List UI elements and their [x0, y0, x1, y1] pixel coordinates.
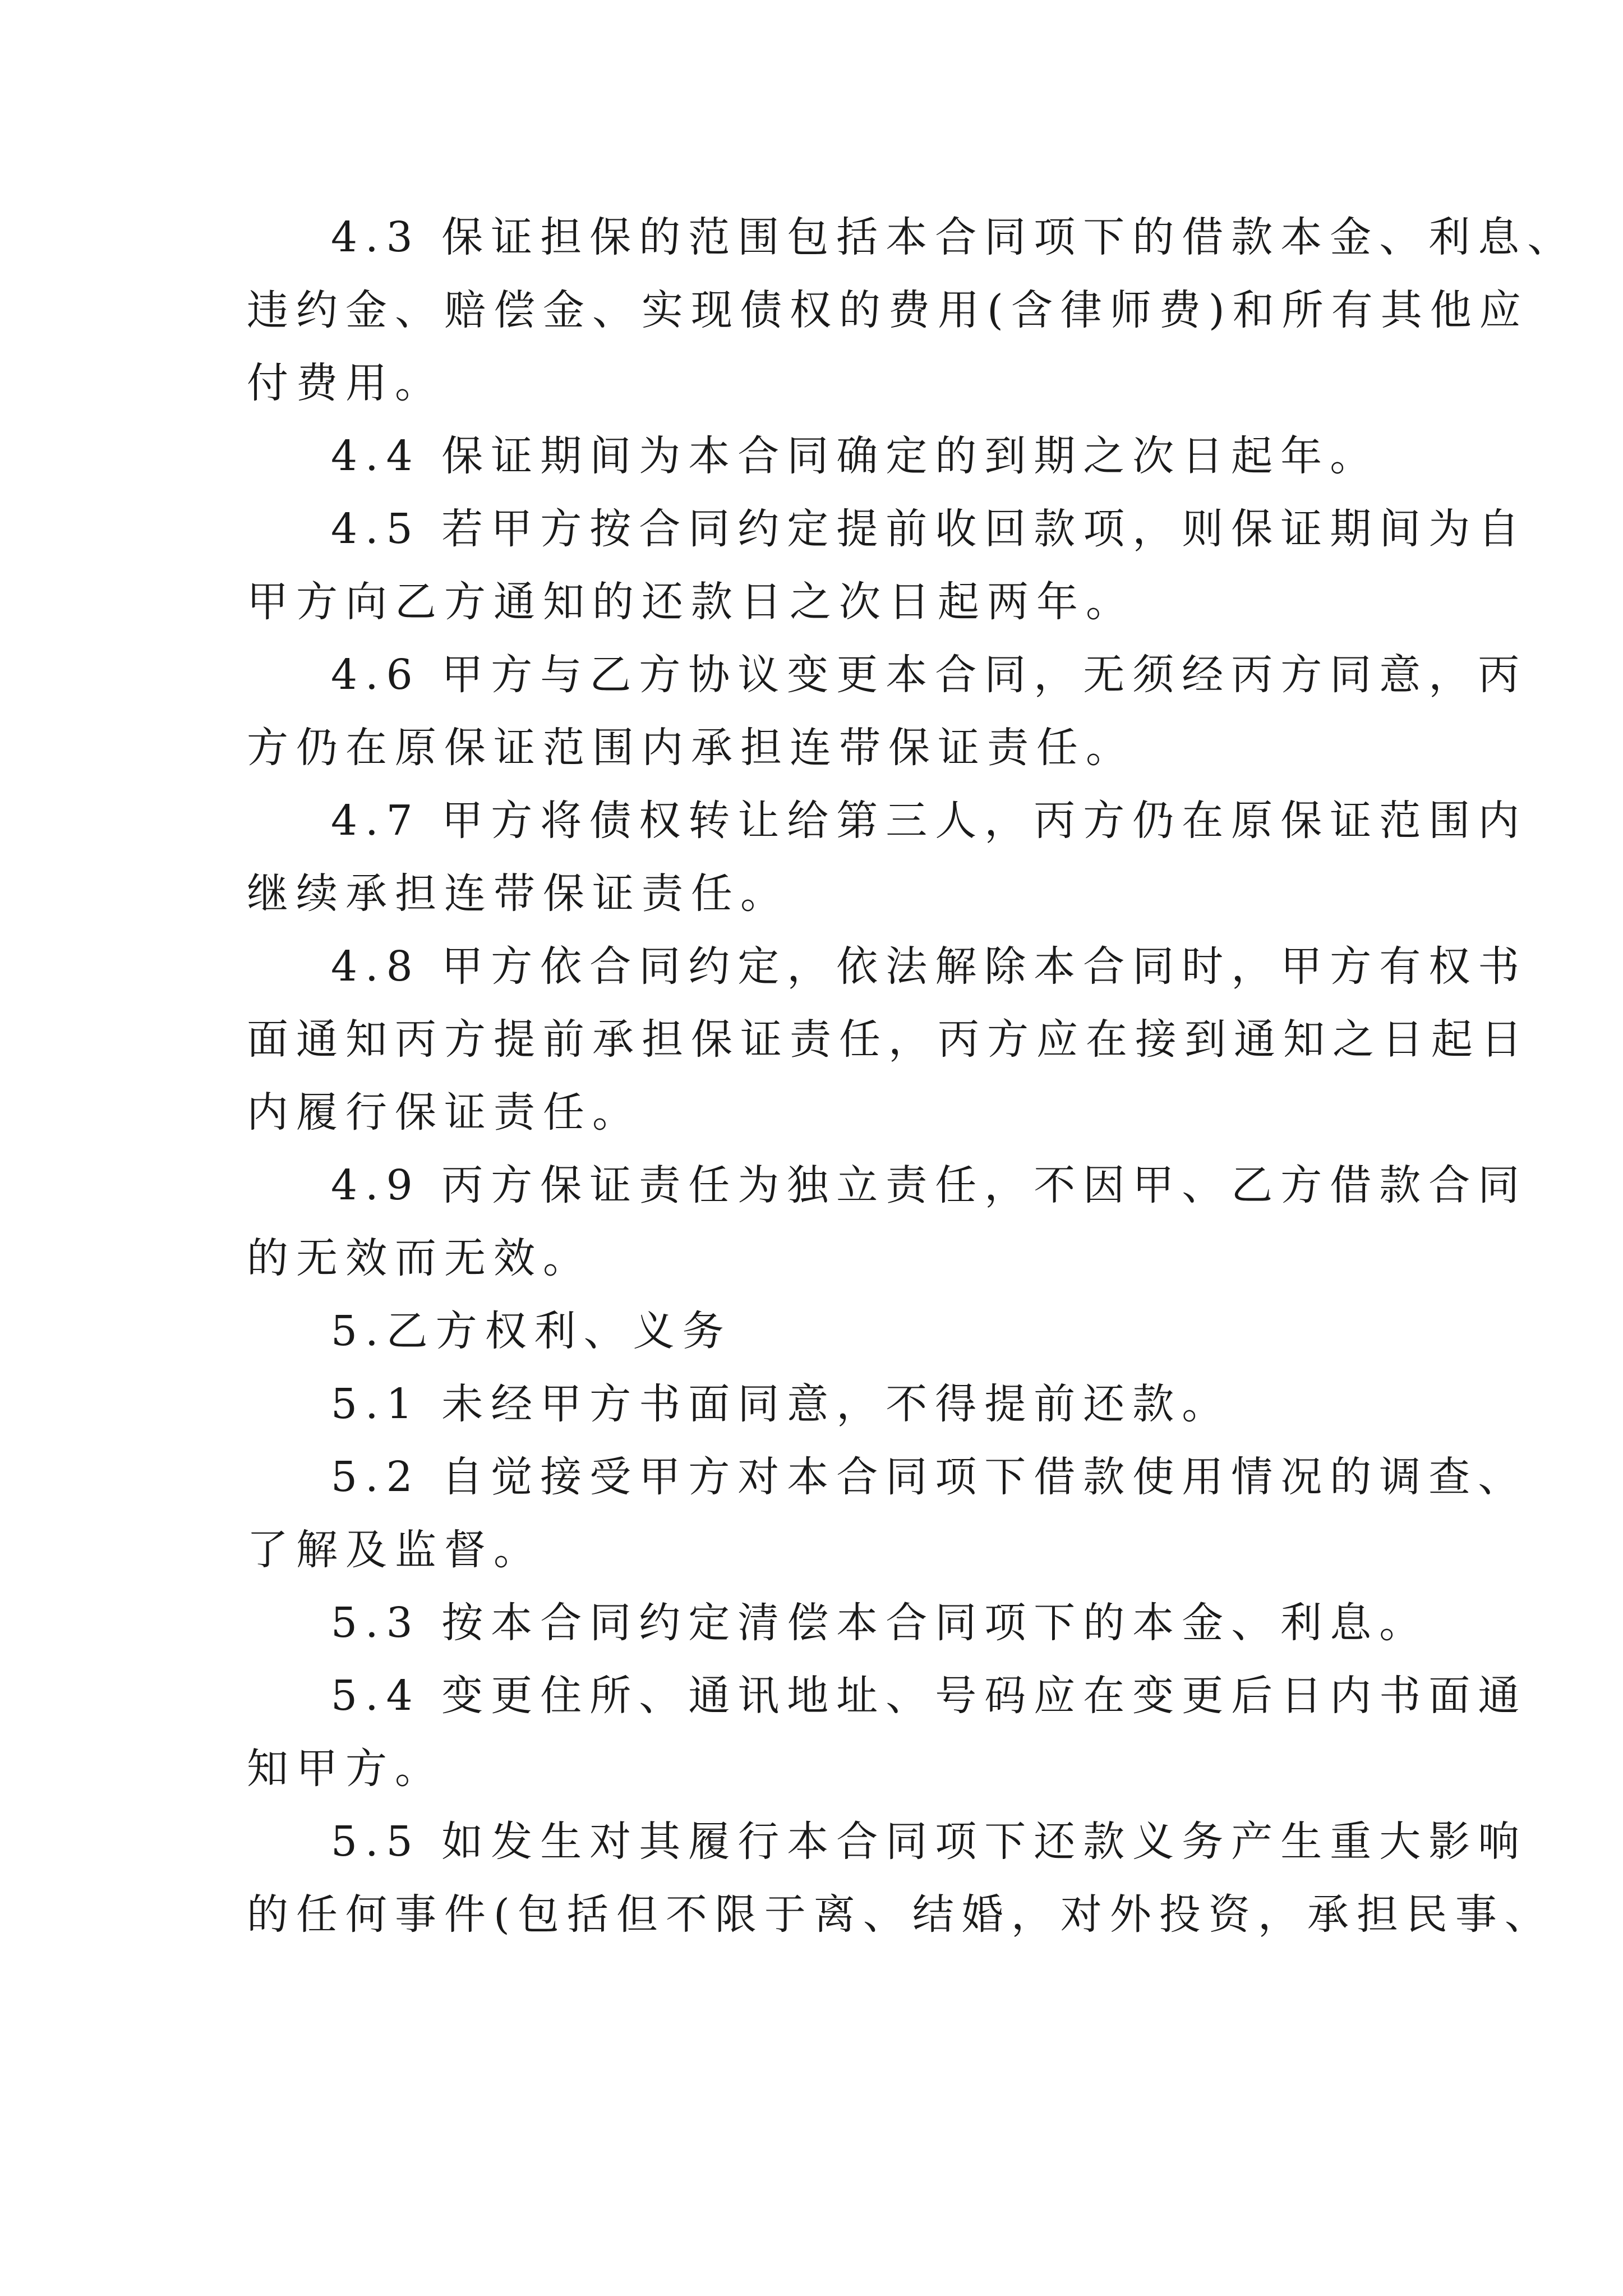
clause-line: 的任何事件(包括但不限于离、结婚，对外投资，承担民事、	[247, 1890, 1554, 1939]
clause-paragraph	[247, 1586, 1429, 1659]
clause-line: 内履行保证责任。	[247, 1088, 642, 1137]
clause-paragraph	[247, 930, 1530, 1149]
clause-paragraph	[247, 201, 1577, 420]
clause-paragraph	[247, 784, 1528, 930]
clause-line: 4.9 丙方保证责任为独立责任，不因甲、乙方借款合同	[331, 1161, 1528, 1209]
clause-paragraph	[247, 493, 1528, 638]
clause-line: 付费用。	[247, 359, 444, 407]
clause-line: 4.8 甲方依合同约定，依法解除本合同时，甲方有权书	[331, 942, 1528, 991]
document-body	[247, 201, 1577, 1951]
clause-paragraph	[247, 1295, 1385, 1368]
clause-line: 知甲方。	[247, 1745, 444, 1793]
clause-line: 5.1 未经甲方书面同意，不得提前还款。	[331, 1380, 1232, 1428]
clause-line: 甲方向乙方通知的还款日之次日起两年。	[247, 578, 1135, 626]
clause-line: 违约金、赔偿金、实现债权的费用(含律师费)和所有其他应	[247, 286, 1529, 334]
clause-line: 的无效而无效。	[247, 1234, 592, 1282]
clause-line: 4.5 若甲方按合同约定提前收回款项，则保证期间为自	[331, 505, 1528, 553]
clause-line: 4.3 保证担保的范围包括本合同项下的借款本金、利息、	[331, 213, 1577, 261]
clause-line: 方仍在原保证范围内承担连带保证责任。	[247, 724, 1135, 772]
clause-paragraph	[247, 420, 1385, 493]
clause-line: 5.4 变更住所、通讯地址、号码应在变更后日内书面通	[331, 1672, 1528, 1720]
clause-line: 5.2 自觉接受甲方对本合同项下借款使用情况的调查、	[331, 1453, 1528, 1501]
clause-paragraph	[247, 1659, 1528, 1805]
clause-line: 面通知丙方提前承担保证责任，丙方应在接到通知之日起日	[247, 1015, 1530, 1064]
clause-paragraph	[247, 1441, 1528, 1586]
clause-line: 继续承担连带保证责任。	[247, 869, 790, 918]
clause-paragraph	[247, 1805, 1554, 1951]
clause-line: 5.5 如发生对其履行本合同项下还款义务产生重大影响	[331, 1818, 1528, 1866]
clause-paragraph	[247, 1368, 1385, 1441]
clause-line: 了解及监督。	[247, 1526, 543, 1574]
clause-paragraph	[247, 1149, 1528, 1295]
clause-line: 5.3 按本合同约定清偿本合同项下的本金、利息。	[331, 1599, 1429, 1647]
clause-line: 4.4 保证期间为本合同确定的到期之次日起年。	[331, 432, 1380, 480]
clause-line: 4.7 甲方将债权转让给第三人，丙方仍在原保证范围内	[331, 797, 1528, 845]
clause-line: 5.乙方权利、义务	[331, 1307, 732, 1355]
clause-line: 4.6 甲方与乙方协议变更本合同，无须经丙方同意，丙	[331, 651, 1528, 699]
clause-paragraph	[247, 638, 1528, 784]
